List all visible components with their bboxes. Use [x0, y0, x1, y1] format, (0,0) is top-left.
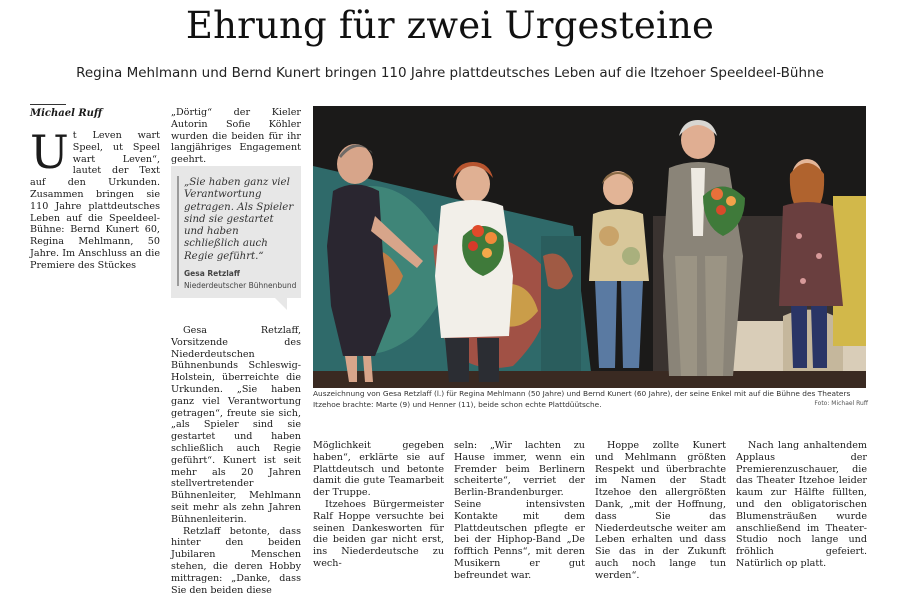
column-4: [454, 440, 585, 582]
column-3: [313, 440, 444, 570]
pull-quote-name: Gesa Retzlaff: [184, 269, 240, 278]
column-1: [30, 125, 160, 272]
headline: Ehrung für zwei Urgesteine: [185, 4, 715, 47]
column-2-paragraph-2: Retzlaff betonte, dass hinter den beiden Jubilaren Menschen stehen, die deren Hobby mittragen: „Danke, dass Sie den beiden diese: [171, 525, 301, 596]
column-2-body: [171, 325, 301, 596]
column-6: [736, 440, 867, 570]
author-byline: Michael Ruff: [30, 108, 103, 119]
author-rule: [30, 104, 66, 105]
column-5: [595, 440, 726, 582]
column-5-paragraph-1: Hoppe zollte Kunert und Mehlmann größten Respekt und überbrachte im Namen der Stadt Itzehoe den allergrößten Dank, „mit der Hoffnung, dass Sie das Niederdeutsche weiter am Leben erhalten und dass Sie das in der Zukunft auch noch lange tun werden“.: [595, 440, 726, 581]
column-6-paragraph-1: Nach lang anhaltendem Applaus der Premierenzuschauer, die das Theater Itzehoe leider kaum zur Hälfte füllten, und den obligatorischen Blumensträußen wurde anschließend im Theater-Studio noch lange und fröhlich gefeiert. Natürlich op platt.: [736, 440, 867, 569]
subheadline: Regina Mehlmann und Bernd Kunert bringen 110 Jahre plattdeutsches Leben auf die Itzehoer Speeldeel-Bühne: [76, 65, 824, 81]
pull-quote-text: „Sie haben ganz viel Verantwortung getragen. Als Spieler sind sie gestartet und haben schließlich auch Regie geführt.“: [184, 177, 294, 262]
dropcap: U: [30, 125, 69, 179]
article-photo: [313, 106, 866, 388]
column-2-paragraph-1: Gesa Retzlaff, Vorsitzende des Niederdeutschen Bühnenbunds Schleswig-Holstein, überreichte die Urkunden. „Sie haben ganz viel Verantwortung getragen“, freute sie sich, „als Spieler sind sie gestartet und haben schließlich auch Regie geführt“. Kunert ist seit mehr als 20 Jahren stellvertretender Bühnenleiter, Mehlmann seit mehr als zehn Jahren Bühnenleiterin.: [171, 325, 301, 525]
column-1-text: t Leven wart Speel, ut Speel wart Leven“, lautet der Text auf den Urkunden. Zusammen bringen sie 110 Jahre plattdeutsches Leben auf die Speeldeel-Bühne: Bernd Kunert 60, Regina Mehlmann, 50 Jahre. Im Anschluss an die Premiere des Stückes: [30, 130, 160, 271]
stage-photo-illustration: [313, 106, 866, 388]
pull-quote-bar: [177, 176, 179, 286]
photo-credit: Foto: Michael Ruff: [814, 400, 868, 407]
column-4-paragraph-1: seln: „Wir lachten zu Hause immer, wenn ein Fremder beim Berlinern scheiterte“, verriet der Berlin-Brandenburger. Seine intensivsten Kontakte mit dem Plattdeutschen pflegte er bei der Hiphop-Band „De fofftich Penns“, mit deren Musikern er gut befreundet war.: [454, 440, 585, 581]
column-3-paragraph-2: Itzehoes Bürgermeister Ralf Hoppe versuchte bei seinen Dankesworten für die beiden gar nicht erst, ins Niederdeutsche zu wech-: [313, 498, 444, 569]
column-3-paragraph-1: Möglichkeit gegeben haben“, erklärte sie auf Plattdeutsch und betonte damit die gute Teamarbeit der Truppe.: [313, 440, 444, 499]
column-2-top-text: „Dörtig“ der Kieler Autorin Sofie Köhler wurden die beiden für ihr langjähriges Engagement geehrt.: [171, 107, 301, 166]
photo-caption: Auszeichnung von Gesa Retzlaff (l.) für Regina Mehlmann (50 Jahre) und Bernd Kunert (60 Jahre), der seine Enkel mit auf die Bühne des Theaters Itzehoe brachte: Marte (9) und Henner (11), beide schon echte Plattdüütsche.: [313, 389, 851, 409]
pull-quote-tail: [275, 298, 287, 310]
pull-quote-box: [171, 166, 301, 298]
pull-quote-org: Niederdeutscher Bühnenbund: [184, 281, 297, 290]
column-2-top: [171, 107, 301, 166]
